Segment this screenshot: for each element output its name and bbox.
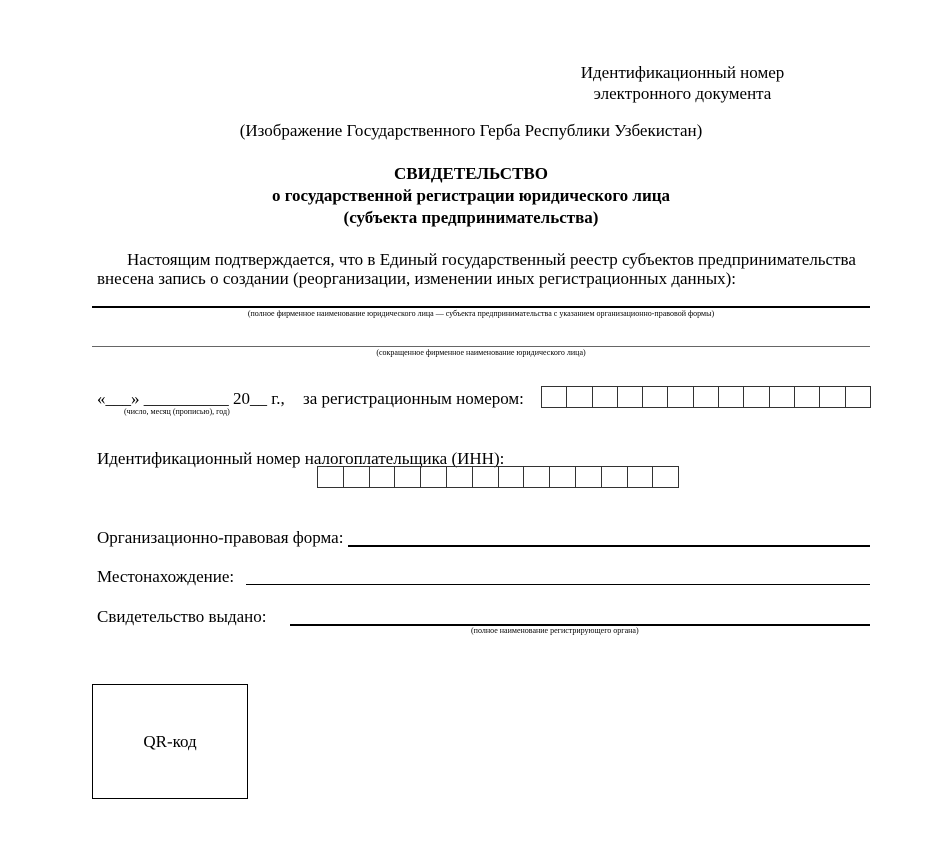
digit-cell[interactable] xyxy=(643,387,668,407)
digit-cell[interactable] xyxy=(820,387,845,407)
intro-line-1: Настоящим подтверждается, что в Единый государственный реестр субъектов предпринимательства xyxy=(127,250,856,269)
reg-number-label: за регистрационным номером: xyxy=(303,389,524,408)
short-name-caption: (сокращенное фирменное наименование юридического лица) xyxy=(376,348,586,357)
digit-cell[interactable] xyxy=(795,387,820,407)
short-name-field[interactable] xyxy=(92,346,870,347)
digit-cell[interactable] xyxy=(719,387,744,407)
digit-cell[interactable] xyxy=(550,467,576,487)
digit-cell[interactable] xyxy=(395,467,421,487)
inn-cells[interactable] xyxy=(317,466,679,488)
location-field[interactable] xyxy=(246,584,870,585)
digit-cell[interactable] xyxy=(602,467,628,487)
org-form-label: Организационно-правовая форма: xyxy=(97,528,344,547)
qr-code-box xyxy=(92,684,248,799)
qr-code-label: QR-код xyxy=(143,731,197,751)
org-form-field[interactable] xyxy=(348,545,870,547)
full-name-caption: (полное фирменное наименование юридического лица — субъекта предпринимательства с указанием организационно-правовой формы) xyxy=(247,309,715,318)
digit-cell[interactable] xyxy=(567,387,592,407)
digit-cell[interactable] xyxy=(524,467,550,487)
digit-cell[interactable] xyxy=(618,387,643,407)
location-label: Местонахождение: xyxy=(97,567,235,586)
digit-cell[interactable] xyxy=(653,467,679,487)
digit-cell[interactable] xyxy=(421,467,447,487)
digit-cell[interactable] xyxy=(744,387,769,407)
digit-cell[interactable] xyxy=(694,387,719,407)
id-line-2: электронного документа xyxy=(593,84,772,103)
digit-cell[interactable] xyxy=(846,387,871,407)
digit-cell[interactable] xyxy=(499,467,525,487)
title-sub-2: (субъекта предпринимательства) xyxy=(343,208,599,227)
digit-cell[interactable] xyxy=(344,467,370,487)
document-title xyxy=(0,163,942,229)
full-name-field[interactable] xyxy=(92,306,870,308)
title-main: СВИДЕТЕЛЬСТВО xyxy=(394,164,548,183)
digit-cell[interactable] xyxy=(770,387,795,407)
id-line-1: Идентификационный номер xyxy=(580,63,785,82)
intro-line-2: внесена запись о создании (реорганизации, изменении иных регистрационных данных): xyxy=(97,269,737,288)
registration-date-field[interactable]: «___» __________ 20__ г., xyxy=(97,389,285,408)
issued-by-label: Свидетельство выдано: xyxy=(97,607,267,626)
digit-cell[interactable] xyxy=(370,467,396,487)
title-sub-1: о государственной регистрации юридического лица xyxy=(271,186,671,205)
digit-cell[interactable] xyxy=(542,387,567,407)
digit-cell[interactable] xyxy=(473,467,499,487)
issued-by-caption: (полное наименование регистрирующего органа) xyxy=(471,626,639,635)
digit-cell[interactable] xyxy=(593,387,618,407)
reg-number-cells[interactable] xyxy=(541,386,871,408)
date-caption: (число, месяц (прописью), год) xyxy=(124,407,230,416)
emblem-placeholder: (Изображение Государственного Герба Республики Узбекистан) xyxy=(239,121,703,140)
digit-cell[interactable] xyxy=(576,467,602,487)
electronic-doc-id-label xyxy=(560,63,805,104)
inn-label: Идентификационный номер налогоплательщика (ИНН): xyxy=(97,449,505,468)
digit-cell[interactable] xyxy=(628,467,654,487)
digit-cell[interactable] xyxy=(668,387,693,407)
digit-cell[interactable] xyxy=(318,467,344,487)
digit-cell[interactable] xyxy=(447,467,473,487)
